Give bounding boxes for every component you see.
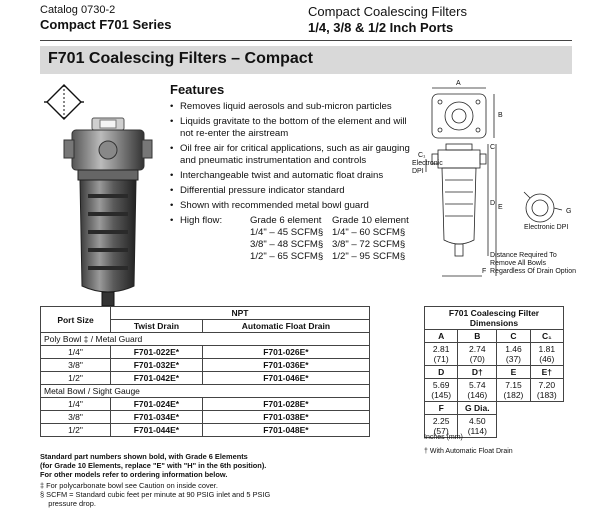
dim-head: E† [530, 366, 563, 379]
dim-head: E [497, 366, 530, 379]
dim-value: 1.46 (37) [497, 343, 530, 366]
part-twist: F701-022E* [111, 346, 203, 359]
dim-label-c1: C₁ [418, 152, 426, 159]
features-list [170, 101, 418, 263]
table-row [41, 346, 370, 359]
flow-grade6: 3/8" – 48 SCFM§ [250, 239, 324, 250]
features-heading: Features [170, 82, 225, 97]
port-size: 1/4" [41, 346, 111, 359]
part-twist: F701-044E* [111, 424, 203, 437]
dimension-drawing [412, 80, 582, 290]
footnote-bold: (for Grade 10 Elements, replace "E" with "H" in the 6th position). [40, 461, 267, 470]
flow-grade10: 1/4" – 60 SCFM§ [332, 227, 406, 238]
port-size: 3/8" [41, 359, 111, 372]
flow-grade6: 1/4" – 45 SCFM§ [250, 227, 324, 238]
flow-grade10: 3/8" – 72 SCFM§ [332, 239, 406, 250]
series-name: Compact F701 Series [40, 17, 172, 32]
table-row [41, 359, 370, 372]
feature-item: • Differential pressure indicator standard [170, 185, 418, 197]
flow-grade6: 1/2" – 65 SCFM§ [250, 251, 324, 262]
filter-product-image [62, 116, 154, 316]
part-twist: F701-042E* [111, 372, 203, 385]
dimensions-table [424, 306, 564, 438]
part-auto: F701-028E* [202, 398, 369, 411]
part-twist: F701-034E* [111, 411, 203, 424]
part-auto: F701-046E* [202, 372, 369, 385]
dim-value: 1.81 (46) [530, 343, 563, 366]
part-twist: F701-032E* [111, 359, 203, 372]
dim-value: 2.81 (71) [425, 343, 458, 366]
part-twist: F701-024E* [111, 398, 203, 411]
flow-grade10: 1/2" – 95 SCFM§ [332, 251, 406, 262]
section-title-band [40, 46, 572, 74]
dim-value: 4.50 (114) [458, 415, 497, 438]
dim-label-d: D [490, 200, 496, 207]
catalog-number: Catalog 0730-2 [40, 4, 116, 16]
header-right [308, 4, 467, 35]
port-size: 3/8" [41, 411, 111, 424]
dimensions-dagger-note: † With Automatic Float Drain [424, 448, 513, 455]
dim-label-e: E [498, 204, 503, 211]
dim-label-c: C [490, 144, 496, 151]
section-label: Metal Bowl / Sight Gauge [41, 385, 370, 398]
dim-label-g: G [566, 208, 572, 215]
header-left [40, 4, 172, 32]
high-flow-row [180, 251, 418, 263]
col-twist-drain: Twist Drain [111, 320, 203, 333]
high-flow-header-row [180, 215, 418, 227]
section-label: Poly Bowl ‡ / Metal Guard [41, 333, 370, 346]
part-auto: F701-048E* [202, 424, 369, 437]
feature-item: • Removes liquid aerosols and sub-micron particles [170, 101, 418, 113]
col-auto-drain: Automatic Float Drain [202, 320, 369, 333]
section-title: F701 Coalescing Filters – Compact [48, 50, 313, 67]
table-row [41, 424, 370, 437]
dim-head: C₁ [530, 330, 563, 343]
part-auto: F701-026E* [202, 346, 369, 359]
high-flow-label: • High flow: [180, 215, 223, 226]
footnote-scfm-cont: pressure drop. [40, 499, 96, 508]
footnote-bold: Standard part numbers shown bold, with Grade 6 Elements [40, 452, 248, 461]
dim-note: Distance Required To Remove All Bowls Regardless Of Drain Option [490, 252, 576, 275]
port-size: 1/4" [41, 398, 111, 411]
footnote-scfm: § SCFM = Standard cubic feet per minute at 90 PSIG inlet and 5 PSIG [40, 490, 271, 499]
feature-item: • Oil free air for critical applications, such as air gauging and pneumatic instrumentation and controls [170, 143, 418, 167]
part-auto: F701-038E* [202, 411, 369, 424]
feature-item: • Interchangeable twist and automatic float drains [170, 170, 418, 182]
header-product-title: Compact Coalescing Filters [308, 4, 467, 19]
dim-value: 5.69 (145) [425, 379, 458, 402]
col-npt: NPT [111, 307, 370, 320]
dim-head: C [497, 330, 530, 343]
dim-head: D† [458, 366, 497, 379]
dim-value: 2.74 (70) [458, 343, 497, 366]
dimensions-title: F701 Coalescing Filter Dimensions [425, 307, 564, 330]
dim-label-edpi-small: Electronic DPI [412, 160, 443, 175]
port-size: 1/2" [41, 372, 111, 385]
high-flow-row [180, 227, 418, 239]
dim-label-f: F [482, 268, 487, 275]
dim-value: 5.74 (146) [458, 379, 497, 402]
header-port-sizes: 1/4, 3/8 & 1/2 Inch Ports [308, 20, 454, 35]
grade10-label: Grade 10 element [332, 215, 409, 226]
dim-head: D [425, 366, 458, 379]
feature-item-high-flow [170, 215, 418, 263]
high-flow-row [180, 239, 418, 251]
footnote-bold: For other models refer to ordering information below. [40, 470, 228, 479]
col-port-size: Port Size [41, 307, 111, 333]
dimensions-units: Inches (mm) [424, 434, 463, 441]
table-row [41, 398, 370, 411]
npt-ordering-table [40, 306, 370, 437]
dim-label-a: A [456, 80, 461, 87]
dim-label-b: B [498, 112, 503, 119]
feature-item: • Shown with recommended metal bowl guard [170, 200, 418, 212]
dim-head: B [458, 330, 497, 343]
features-section [170, 82, 418, 266]
footnotes [40, 452, 380, 508]
footnote-poly: ‡ For polycarbonate bowl see Caution on inside cover. [40, 481, 218, 490]
grade6-label: Grade 6 element [250, 215, 322, 226]
dim-head: F [425, 402, 458, 415]
port-size: 1/2" [41, 424, 111, 437]
feature-item: • Liquids gravitate to the bottom of the element and will not re-enter the airstream [170, 116, 418, 140]
header-divider [40, 40, 572, 41]
dim-value: 2.25 (57) [425, 415, 458, 438]
dim-value: 7.15 (182) [497, 379, 530, 402]
dim-head: G Dia. [458, 402, 497, 415]
table-row [41, 372, 370, 385]
table-row [41, 411, 370, 424]
dim-head: A [425, 330, 458, 343]
dim-value: 7.20 (183) [530, 379, 563, 402]
part-auto: F701-036E* [202, 359, 369, 372]
dim-label-edpi: Electronic DPI [524, 224, 569, 231]
